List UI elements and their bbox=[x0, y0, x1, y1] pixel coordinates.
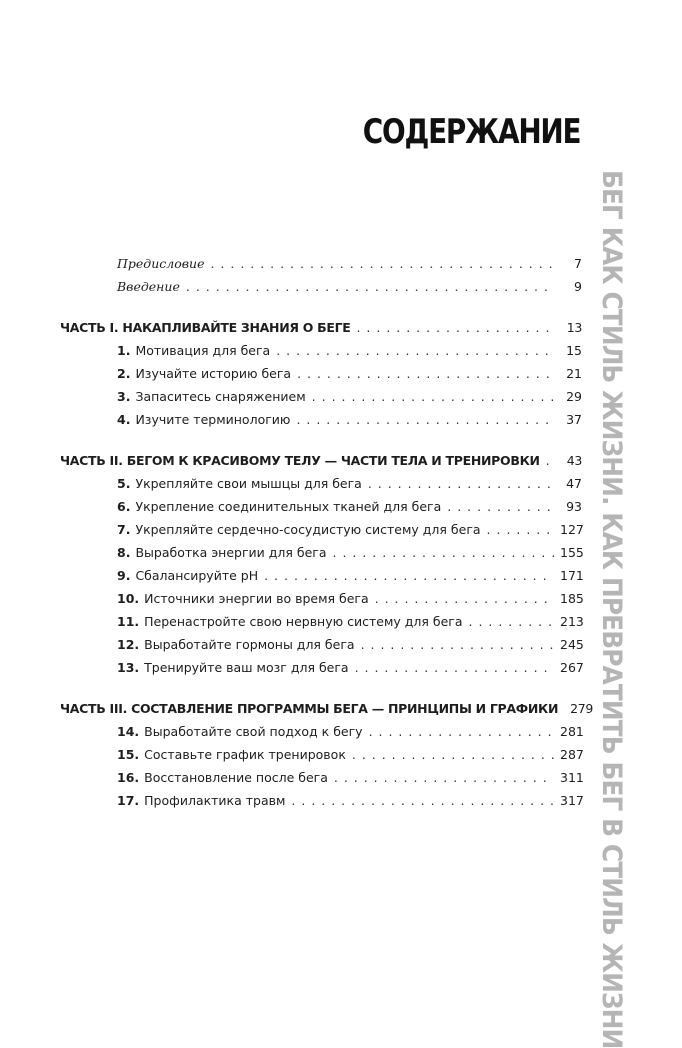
toc-chapter-2[interactable] bbox=[60, 362, 582, 385]
toc-chapter-title: Мотивация для бега bbox=[135, 343, 271, 358]
page-title: СОДЕРЖАНИЕ bbox=[362, 112, 580, 152]
toc-chapter-title: Запаситесь снаряжением bbox=[135, 389, 306, 404]
toc-chapter-number: 17. bbox=[117, 793, 140, 808]
toc-chapter-page: 93 bbox=[566, 499, 582, 514]
toc-chapter-number: 12. bbox=[117, 637, 140, 652]
toc-chapter-page: 155 bbox=[560, 545, 584, 560]
toc-entry-page: 9 bbox=[574, 279, 582, 294]
leader-dots bbox=[297, 362, 554, 385]
toc-chapter-16[interactable] bbox=[60, 766, 582, 789]
toc-chapter-page: 29 bbox=[566, 389, 582, 404]
toc-chapter-13[interactable] bbox=[60, 656, 582, 679]
toc-chapter-9[interactable] bbox=[60, 564, 582, 587]
toc-chapter-number: 13. bbox=[117, 660, 140, 675]
toc-entry-preface[interactable] bbox=[60, 252, 582, 275]
toc-chapter-page: 37 bbox=[566, 412, 582, 427]
toc-chapter-title: Выработайте гормоны для бега bbox=[144, 637, 355, 652]
toc-chapter-8[interactable] bbox=[60, 541, 582, 564]
toc-chapter-page: 245 bbox=[560, 637, 584, 652]
toc-chapter-title: Укрепляйте сердечно-сосудистую систему для бега bbox=[135, 522, 481, 537]
leader-dots bbox=[276, 339, 554, 362]
toc-chapter-title: Составьте график тренировок bbox=[144, 747, 346, 762]
toc-chapter-title: Выработайте свой подход к бегу bbox=[144, 724, 363, 739]
toc-chapter-6[interactable] bbox=[60, 495, 582, 518]
toc-chapter-12[interactable] bbox=[60, 633, 582, 656]
leader-dots bbox=[296, 408, 554, 431]
toc-chapter-title: Источники энергии во время бега bbox=[144, 591, 369, 606]
toc-chapter-page: 311 bbox=[560, 770, 584, 785]
toc-part-title: ЧАСТЬ II. БЕГОМ К КРАСИВОМУ ТЕЛУ — ЧАСТИ ТЕЛА И ТРЕНИРОВКИ bbox=[60, 453, 540, 468]
toc-chapter-number: 5. bbox=[117, 476, 131, 491]
toc-chapter-10[interactable] bbox=[60, 587, 582, 610]
toc-chapter-title: Тренируйте ваш мозг для бега bbox=[144, 660, 349, 675]
toc-chapter-page: 127 bbox=[560, 522, 584, 537]
toc-entry-introduction[interactable] bbox=[60, 275, 582, 298]
toc-chapter-page: 317 bbox=[560, 793, 584, 808]
toc-chapter-14[interactable] bbox=[60, 720, 582, 743]
leader-dots bbox=[375, 587, 554, 610]
leader-dots bbox=[469, 610, 554, 633]
leader-dots bbox=[352, 743, 554, 766]
toc-part-page: 279 bbox=[570, 701, 594, 716]
leader-dots bbox=[264, 564, 554, 587]
toc-part-3[interactable] bbox=[60, 697, 594, 720]
toc-chapter-number: 4. bbox=[117, 412, 131, 427]
toc-chapter-17[interactable] bbox=[60, 789, 582, 812]
toc-chapter-title: Перенастройте свою нервную систему для бега bbox=[144, 614, 463, 629]
toc-chapter-page: 281 bbox=[560, 724, 584, 739]
toc-entry-page: 7 bbox=[574, 256, 582, 271]
toc-chapter-7[interactable] bbox=[60, 518, 582, 541]
toc-chapter-page: 287 bbox=[560, 747, 584, 762]
toc-chapter-number: 16. bbox=[117, 770, 140, 785]
toc-chapter-title: Сбалансируйте pH bbox=[135, 568, 259, 583]
toc-chapter-3[interactable] bbox=[60, 385, 582, 408]
toc-chapter-number: 8. bbox=[117, 545, 131, 560]
toc-part-page: 13 bbox=[566, 320, 582, 335]
leader-dots bbox=[546, 449, 554, 472]
table-of-contents bbox=[60, 252, 594, 812]
toc-part-page: 43 bbox=[566, 453, 582, 468]
toc-chapter-4[interactable] bbox=[60, 408, 582, 431]
leader-dots bbox=[334, 766, 554, 789]
toc-chapter-5[interactable] bbox=[60, 472, 582, 495]
toc-part-title: ЧАСТЬ III. СОСТАВЛЕНИЕ ПРОГРАММЫ БЕГА — ПРИНЦИПЫ И ГРАФИКИ bbox=[60, 701, 559, 716]
toc-chapter-page: 267 bbox=[560, 660, 584, 675]
toc-entry-title: Введение bbox=[117, 279, 180, 294]
toc-chapter-title: Восстановление после бега bbox=[144, 770, 328, 785]
toc-chapter-title: Изучите терминологию bbox=[135, 412, 291, 427]
toc-chapter-title: Изучайте историю бега bbox=[135, 366, 292, 381]
toc-chapter-page: 171 bbox=[560, 568, 584, 583]
toc-part-1[interactable] bbox=[60, 316, 582, 339]
toc-chapter-number: 9. bbox=[117, 568, 131, 583]
toc-chapter-title: Выработка энергии для бега bbox=[135, 545, 327, 560]
toc-chapter-number: 10. bbox=[117, 591, 140, 606]
leader-dots bbox=[333, 541, 554, 564]
toc-chapter-page: 213 bbox=[560, 614, 584, 629]
leader-dots bbox=[369, 720, 554, 743]
leader-dots bbox=[355, 656, 554, 679]
toc-chapter-number: 1. bbox=[117, 343, 131, 358]
toc-chapter-page: 47 bbox=[566, 476, 582, 491]
toc-chapter-11[interactable] bbox=[60, 610, 582, 633]
toc-chapter-title: Укрепляйте свои мышцы для бега bbox=[135, 476, 362, 491]
leader-dots bbox=[356, 316, 554, 339]
toc-chapter-number: 11. bbox=[117, 614, 140, 629]
toc-chapter-number: 2. bbox=[117, 366, 131, 381]
toc-part-2[interactable] bbox=[60, 449, 582, 472]
side-banner-text: БЕГ КАК СТИЛЬ ЖИЗНИ. КАК ПРЕВРАТИТЬ БЕГ В СТИЛЬ ЖИЗНИ bbox=[596, 170, 627, 1048]
toc-chapter-title: Укрепление соединительных тканей для бега bbox=[135, 499, 442, 514]
toc-chapter-page: 185 bbox=[560, 591, 584, 606]
leader-dots bbox=[447, 495, 554, 518]
toc-chapter-title: Профилактика травм bbox=[144, 793, 286, 808]
toc-chapter-number: 7. bbox=[117, 522, 131, 537]
toc-entry-title: Предисловие bbox=[117, 256, 205, 271]
toc-chapter-page: 15 bbox=[566, 343, 582, 358]
leader-dots bbox=[368, 472, 554, 495]
leader-dots bbox=[186, 275, 554, 298]
leader-dots bbox=[361, 633, 554, 656]
toc-chapter-number: 14. bbox=[117, 724, 140, 739]
leader-dots bbox=[210, 252, 554, 275]
toc-chapter-1[interactable] bbox=[60, 339, 582, 362]
toc-chapter-number: 6. bbox=[117, 499, 131, 514]
toc-part-title: ЧАСТЬ I. НАКАПЛИВАЙТЕ ЗНАНИЯ О БЕГЕ bbox=[60, 320, 351, 335]
leader-dots bbox=[312, 385, 554, 408]
leader-dots bbox=[291, 789, 554, 812]
toc-chapter-15[interactable] bbox=[60, 743, 582, 766]
toc-chapter-page: 21 bbox=[566, 366, 582, 381]
toc-chapter-number: 15. bbox=[117, 747, 140, 762]
leader-dots bbox=[487, 518, 554, 541]
toc-chapter-number: 3. bbox=[117, 389, 131, 404]
